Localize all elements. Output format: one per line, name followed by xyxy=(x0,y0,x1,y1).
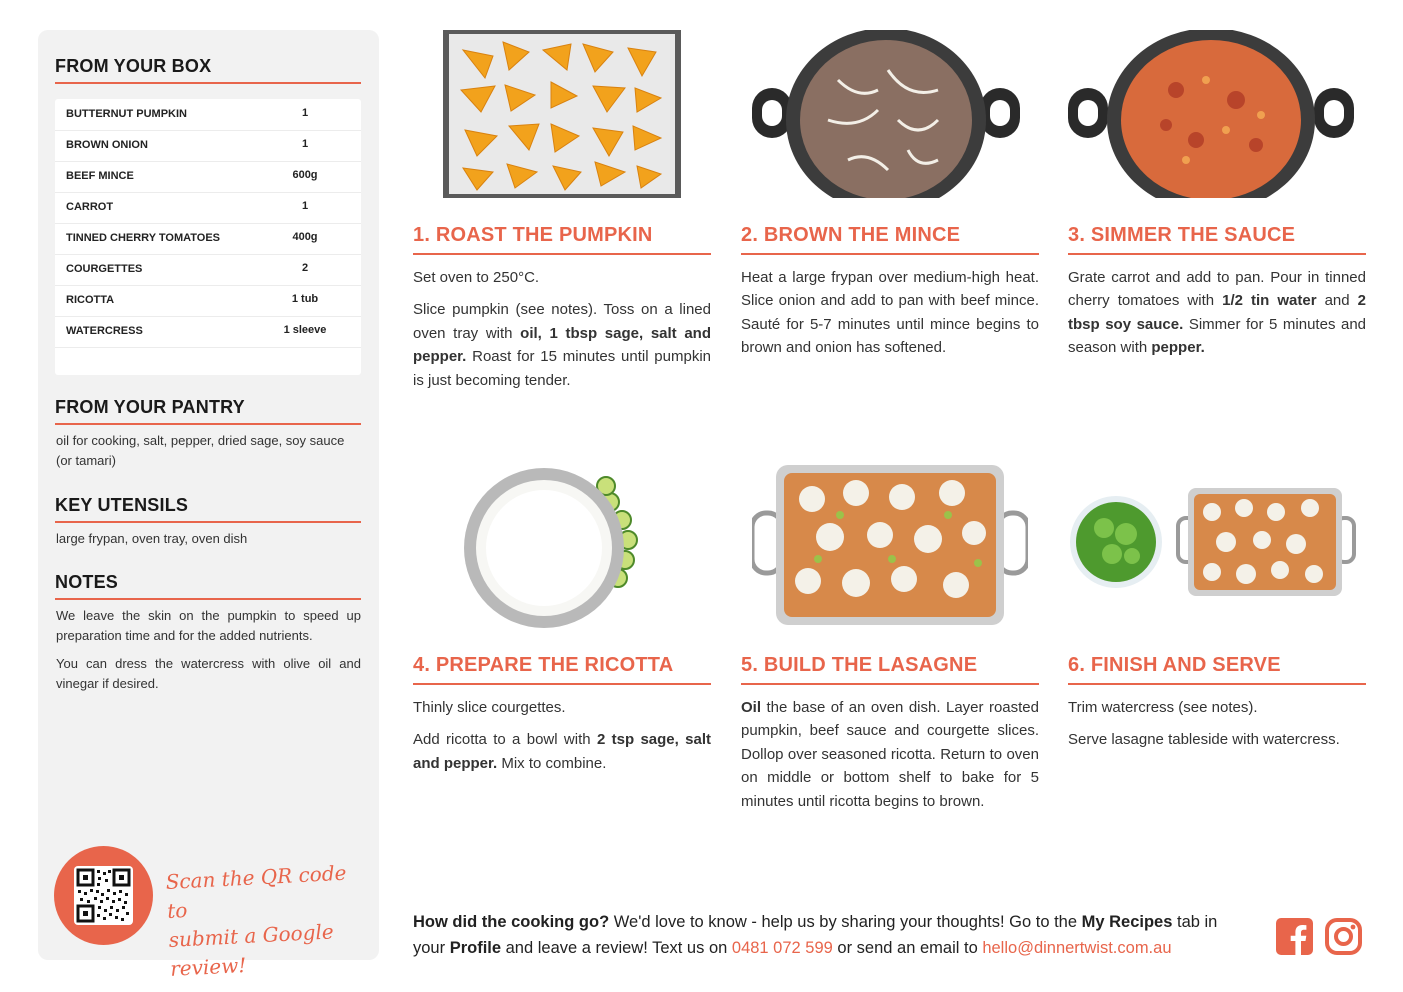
pantry-text: oil for cooking, salt, pepper, dried sage, soy sauce (or tamari) xyxy=(56,433,345,468)
table-row xyxy=(55,254,361,286)
step-paragraph: Serve lasagne tableside with watercress. xyxy=(1068,731,1340,749)
table-row xyxy=(55,285,361,317)
notes-title: NOTES xyxy=(55,572,119,592)
mince-pot-photo xyxy=(748,30,1024,198)
step-3-title: 3. SIMMER THE SAUCE xyxy=(1068,224,1296,246)
step-paragraph: Thinly slice courgettes. xyxy=(413,699,566,716)
from-your-box-title: FROM YOUR BOX xyxy=(55,56,212,76)
ingredient-name: BUTTERNUT PUMPKIN xyxy=(66,108,187,120)
qr-text-line: Scan the QR code to xyxy=(165,860,347,924)
phone-link[interactable]: 0481 072 599 xyxy=(731,939,833,957)
table-row xyxy=(55,316,361,348)
box-ingredients-table xyxy=(55,99,361,375)
ingredient-qty: 1 tub xyxy=(291,293,319,305)
notes-text-1: We leave the skin on the pumpkin to speed up preparation time and for the added nutrients. xyxy=(56,608,361,643)
ricotta-bowl-photo xyxy=(460,462,646,628)
ingredient-qty: 1 xyxy=(301,107,309,119)
ingredient-qty: 1 xyxy=(301,138,309,150)
my-recipes-label: My Recipes xyxy=(1081,913,1173,931)
divider xyxy=(741,683,1039,685)
serve-photo xyxy=(1068,484,1358,602)
table-row xyxy=(55,130,361,162)
qr-text-line: submit a Google review! xyxy=(168,919,335,981)
divider xyxy=(55,598,361,600)
table-row xyxy=(55,99,361,131)
step-paragraph: Heat a large frypan over medium-high heat. Slice onion and add to pan with beef mince. Sauté for 5-7 minutes until mince begins to brown and onion has softened. xyxy=(741,269,1039,357)
ingredient-qty: 1 xyxy=(301,200,309,212)
qr-call-to-action xyxy=(165,858,371,984)
step-5-text xyxy=(741,696,1039,822)
divider xyxy=(1068,683,1366,685)
divider xyxy=(1068,253,1366,255)
qr-badge[interactable] xyxy=(54,846,153,945)
utensils-text: large frypan, oven tray, oven dish xyxy=(56,531,248,546)
lasagne-dish-photo xyxy=(752,463,1028,627)
ingredient-qty: 2 xyxy=(301,262,309,274)
step-6-title: 6. FINISH AND SERVE xyxy=(1068,654,1281,676)
ingredient-name: CARROT xyxy=(66,201,114,213)
step-paragraph: Trim watercress (see notes). xyxy=(1068,699,1258,716)
divider xyxy=(55,423,361,425)
step-1-text xyxy=(413,266,711,401)
qr-code-icon[interactable] xyxy=(74,866,133,925)
table-row xyxy=(55,192,361,224)
step-paragraph: Grate carrot and add to pan. Pour in tinned cherry tomatoes with 1/2 tin water and 2 tbsp soy sauce. Simmer for 5 minutes and season with pepper. xyxy=(1068,269,1366,357)
ingredient-name: WATERCRESS xyxy=(66,325,143,337)
step-paragraph: Set oven to 250°C. xyxy=(413,269,540,286)
table-row xyxy=(55,161,361,193)
step-6-text xyxy=(1068,696,1366,761)
table-row xyxy=(55,223,361,255)
ingredient-qty: 1 sleeve xyxy=(283,324,327,336)
ingredient-name: RICOTTA xyxy=(66,294,115,306)
divider xyxy=(55,521,361,523)
review-footer: How did the cooking go? We'd love to know - help us by sharing your thoughts! Go to the My Recipes tab in your Profile and leave a review! Text us on 0481 072 599 or send an email to hello@dinnertwist.com.au xyxy=(413,913,1218,957)
step-1-title: 1. ROAST THE PUMPKIN xyxy=(413,224,653,246)
from-your-pantry-title: FROM YOUR PANTRY xyxy=(55,397,245,417)
step-5-title: 5. BUILD THE LASAGNE xyxy=(741,654,978,676)
step-2-title: 2. BROWN THE MINCE xyxy=(741,224,961,246)
divider xyxy=(741,253,1039,255)
footer-question: How did the cooking go? xyxy=(413,913,610,931)
step-4-text xyxy=(413,696,711,784)
key-utensils-title: KEY UTENSILS xyxy=(55,495,189,515)
divider xyxy=(413,683,711,685)
divider xyxy=(413,253,711,255)
sauce-pot-photo xyxy=(1066,30,1356,198)
step-paragraph: Oil the base of an oven dish. Layer roasted pumpkin, beef sauce and courgette slices. Dollop over seasoned ricotta. Return to oven on middle or bottom shelf to bake for 5 minutes until ricotta begins to brown. xyxy=(741,699,1039,810)
notes-text-2: You can dress the watercress with olive oil and vinegar if desired. xyxy=(56,656,361,691)
profile-label: Profile xyxy=(449,939,502,957)
ingredient-name: COURGETTES xyxy=(66,263,143,275)
step-paragraph: Add ricotta to a bowl with 2 tsp sage, salt and pepper. Mix to combine. xyxy=(413,731,711,772)
facebook-icon[interactable] xyxy=(1276,918,1313,955)
step-2-text xyxy=(741,266,1039,369)
ingredient-name: BROWN ONION xyxy=(66,139,148,151)
pumpkin-tray-photo xyxy=(443,30,681,198)
ingredient-qty: 400g xyxy=(292,231,318,243)
instagram-icon[interactable] xyxy=(1325,918,1362,955)
ingredient-qty: 600g xyxy=(292,169,318,181)
ingredients-sidebar xyxy=(38,30,379,981)
step-4-title: 4. PREPARE THE RICOTTA xyxy=(413,654,674,676)
ingredient-name: BEEF MINCE xyxy=(66,170,134,182)
ingredient-name: TINNED CHERRY TOMATOES xyxy=(66,232,221,244)
email-link[interactable]: hello@dinnertwist.com.au xyxy=(982,939,1172,957)
step-paragraph: Slice pumpkin (see notes). Toss on a lined oven tray with oil, 1 tbsp sage, salt and pepper. Roast for 15 minutes until pumpkin is just becoming tender. xyxy=(413,301,711,389)
divider xyxy=(55,82,361,84)
step-3-text xyxy=(1068,266,1366,369)
